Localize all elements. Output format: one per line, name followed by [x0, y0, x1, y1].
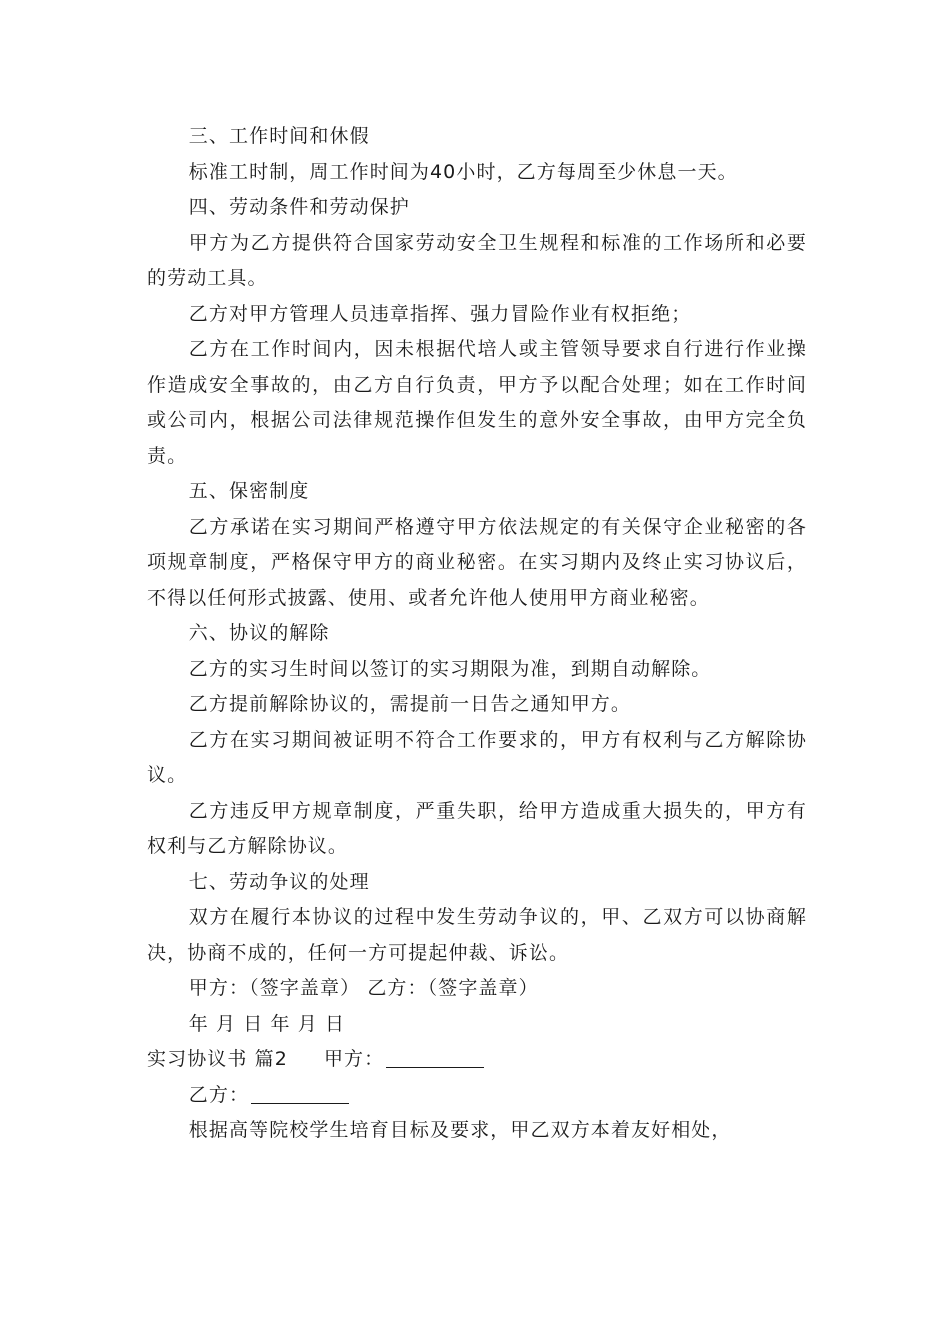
paragraph-confidentiality: 乙方承诺在实习期间严格遵守甲方依法规定的有关保守企业秘密的各项规章制度，严格保守甲方的商业秘密。在实习期内及终止实习协议后，不得以任何形式披露、使用、或者允许他人使用甲方商业秘密。	[147, 515, 807, 609]
paragraph-safety-liability: 乙方在工作时间内，因未根据代培人或主管领导要求自行进行作业操作造成安全事故的，由乙方自行负责，甲方予以配合处理；如在工作时间或公司内，根据公司法律规范操作但发生的意外安全事故，由甲方完全负责。	[147, 338, 807, 467]
paragraph-refuse-risk: 乙方对甲方管理人员违章指挥、强力冒险作业有权拒绝；	[188, 302, 692, 325]
paragraph-termination-unfit: 乙方在实习期间被证明不符合工作要求的，甲方有权利与乙方解除协议。	[147, 728, 807, 786]
second-agreement-title: 实习协议书 篇2	[147, 1048, 288, 1070]
section-heading-termination: 六、协议的解除	[188, 622, 330, 644]
paragraph-termination-notice: 乙方提前解除协议的，需提前一日告之通知甲方。	[188, 693, 631, 715]
section-heading-work-hours: 三、工作时间和休假	[188, 125, 370, 147]
party-a-blank	[386, 1045, 484, 1068]
paragraph-labor-tools: 甲方为乙方提供符合国家劳动安全卫生规程和标准的工作场所和必要的劳动工具。	[147, 231, 807, 289]
second-agreement-intro: 根据高等院校学生培育目标及要求，甲乙双方本着友好相处，	[188, 1119, 732, 1141]
party-b-blank	[251, 1081, 349, 1104]
section-heading-disputes: 七、劳动争议的处理	[188, 870, 370, 893]
paragraph-termination-expiry: 乙方的实习生时间以签订的实习期限为准，到期自动解除。	[188, 657, 712, 680]
signature-line: 甲方：（签字盖章） 乙方：（签字盖章）	[188, 977, 539, 999]
second-agreement-header	[147, 1042, 807, 1078]
section-heading-confidentiality: 五、保密制度	[188, 480, 310, 502]
section-heading-labor-conditions: 四、劳动条件和劳动保护	[188, 196, 410, 218]
paragraph-disputes: 双方在履行本协议的过程中发生劳动争议的，甲、乙双方可以协商解决，协商不成的，任何一方可提起仲裁、诉讼。	[147, 906, 807, 964]
paragraph-termination-violation: 乙方违反甲方规章制度，严重失职，给甲方造成重大损失的，甲方有权利与乙方解除协议。	[147, 799, 807, 857]
party-b-line	[147, 1078, 807, 1114]
date-line: 年 月 日 年 月 日	[188, 1012, 346, 1035]
paragraph-work-hours: 标准工时制，周工作时间为40小时，乙方每周至少休息一天。	[188, 160, 738, 183]
party-b-label: 乙方：	[188, 1083, 250, 1106]
document-body	[147, 119, 807, 1149]
party-a-label: 甲方：	[323, 1048, 385, 1070]
